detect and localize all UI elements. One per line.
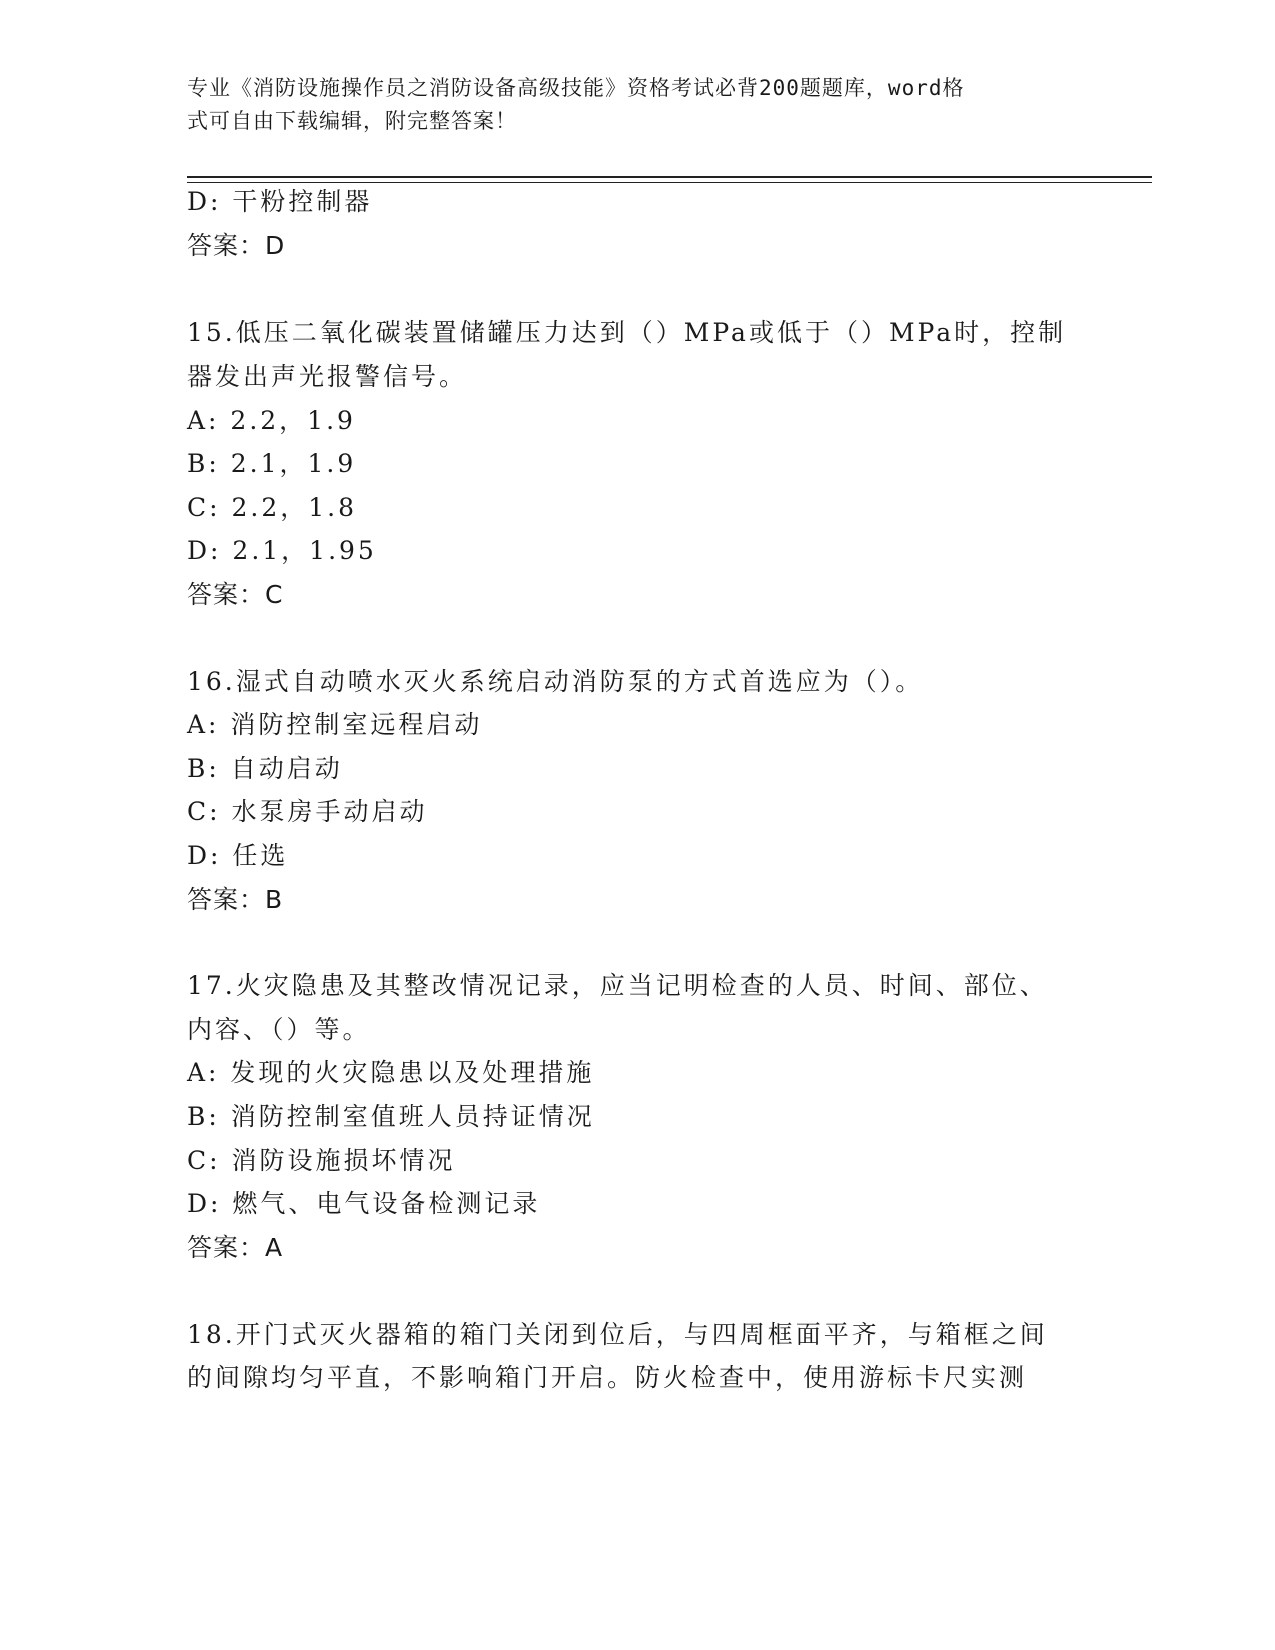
q15-stem-line-1: 15.低压二氧化碳装置储罐压力达到（）MPa或低于（）MPa时，控制 — [187, 318, 1067, 347]
header-line-1: 专业《消防设施操作员之消防设备高级技能》资格考试必背200题题库，word格 — [187, 76, 965, 100]
header-divider-thin — [187, 182, 1152, 183]
header-line-2: 式可自由下载编辑，附完整答案！ — [187, 109, 517, 133]
q18-stem-line-2: 的间隙均匀平直，不影响箱门开启。防火检查中，使用游标卡尺实测 — [187, 1363, 1028, 1392]
q18-stem-line-1: 18.开门式灭火器箱的箱门关闭到位后，与四周框面平齐，与箱框之间 — [187, 1320, 1048, 1349]
q16-stem-line-1: 16.湿式自动喷水灭火系统启动消防泵的方式首选应为（）。 — [187, 667, 924, 696]
q16-option-a: A: 消防控制室远程启动 — [187, 710, 483, 739]
q17-option-c: C: 消防设施损坏情况 — [187, 1146, 456, 1175]
q17-option-a: A: 发现的火灾隐患以及处理措施 — [187, 1058, 595, 1087]
q15-option-a: A: 2.2，1.9 — [187, 406, 356, 435]
q16-answer: 答案：B — [187, 885, 284, 914]
header-divider-thick — [187, 176, 1152, 178]
document-header — [187, 72, 1067, 138]
q17-option-d: D: 燃气、电气设备检测记录 — [187, 1189, 541, 1218]
q14-answer: 答案：D — [187, 231, 286, 260]
q15-option-b: B: 2.1，1.9 — [187, 449, 357, 478]
q16-option-c: C: 水泵房手动启动 — [187, 797, 428, 826]
q15-stem-line-2: 器发出声光报警信号。 — [187, 362, 468, 391]
q15-option-d: D: 2.1，1.95 — [187, 536, 377, 565]
q17-stem-line-1: 17.火灾隐患及其整改情况记录，应当记明检查的人员、时间、部位、 — [187, 971, 1048, 1000]
q17-option-b: B: 消防控制室值班人员持证情况 — [187, 1102, 595, 1131]
q14-option-d: D: 干粉控制器 — [187, 187, 373, 216]
q17-answer: 答案：A — [187, 1233, 284, 1262]
q15-answer: 答案：C — [187, 580, 284, 609]
q16-option-b: B: 自动启动 — [187, 754, 343, 783]
q17-stem-line-2: 内容、（）等。 — [187, 1015, 371, 1044]
q15-option-c: C: 2.2，1.8 — [187, 493, 358, 522]
q16-option-d: D: 任选 — [187, 841, 289, 870]
